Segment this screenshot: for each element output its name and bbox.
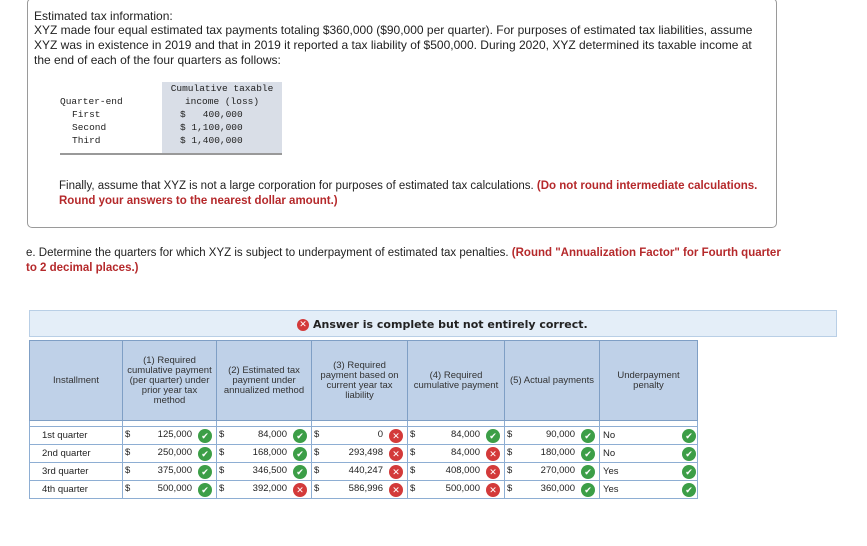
amount-value: 180,000 [540, 447, 575, 458]
header-col4: (4) Required cumulative payment [408, 341, 505, 421]
currency-symbol: $ [314, 483, 320, 494]
x-circle-icon: ✕ [486, 483, 500, 497]
taxable-income-table [60, 82, 282, 155]
check-circle-icon: ✔ [198, 465, 212, 479]
header-col2: (2) Estimated tax payment under annualized method [217, 341, 312, 421]
amount-value: 168,000 [252, 447, 287, 458]
check-circle-icon: ✔ [198, 429, 212, 443]
currency-symbol: $ [219, 483, 225, 494]
currency-symbol: $ [314, 429, 320, 440]
amount-input-c2[interactable] [217, 463, 312, 481]
table-row [30, 445, 698, 463]
currency-symbol: $ [410, 429, 416, 440]
installment-label: 2nd quarter [30, 445, 123, 463]
check-circle-icon: ✔ [581, 447, 595, 461]
check-circle-icon: ✔ [581, 483, 595, 497]
amount-value: 293,498 [348, 447, 383, 458]
amount-value: 84,000 [450, 429, 480, 440]
row-value: $ 1,400,000 [162, 134, 282, 147]
amount-input-c1[interactable] [123, 463, 217, 481]
amount-input-c4[interactable] [408, 463, 505, 481]
x-circle-icon: ✕ [293, 483, 307, 497]
currency-symbol: $ [507, 465, 513, 476]
check-circle-icon: ✔ [198, 483, 212, 497]
question-instruction: (Round "Annualization Factor" for Fourth quarter to 2 decimal places.) [26, 247, 781, 274]
amount-input-c3[interactable] [312, 445, 408, 463]
currency-symbol: $ [507, 483, 513, 494]
question-text: e. Determine the quarters for which XYZ is subject to underpayment of estimated tax penalties. [26, 247, 512, 259]
x-circle-icon: ✕ [486, 447, 500, 461]
check-circle-icon: ✔ [293, 429, 307, 443]
currency-symbol: $ [219, 429, 225, 440]
currency-symbol: $ [125, 429, 131, 440]
underpayment-table [29, 340, 698, 499]
amount-input-c2[interactable] [217, 481, 312, 499]
amount-value: 270,000 [540, 465, 575, 476]
amount-value: 0 [377, 429, 383, 440]
x-circle-icon: ✕ [389, 429, 403, 443]
currency-symbol: $ [410, 447, 416, 458]
currency-symbol: $ [507, 429, 513, 440]
row-value: $ 1,100,000 [162, 121, 282, 134]
amount-input-c2[interactable] [217, 427, 312, 445]
check-circle-icon: ✔ [486, 429, 500, 443]
amount-input-c4[interactable] [408, 481, 505, 499]
check-circle-icon: ✔ [682, 429, 696, 443]
finally-note [59, 179, 759, 209]
amount-value: 360,000 [540, 483, 575, 494]
currency-symbol: $ [125, 465, 131, 476]
installment-label: 3rd quarter [30, 463, 123, 481]
info-paragraph: XYZ made four equal estimated tax payments totaling $360,000 ($90,000 per quarter). For purposes of estimated tax liabilities, assume XYZ was in existence in 2019 and that in 2019 it reported a tax liability of $500,000. During 2020, XYZ determined its taxable income at the end of each of the four quarters as follows: [34, 23, 753, 67]
currency-symbol: $ [219, 465, 225, 476]
penalty-select[interactable]: Yes [600, 463, 698, 481]
amount-value: 500,000 [157, 483, 192, 494]
x-circle-icon: ✕ [389, 447, 403, 461]
currency-symbol: $ [125, 483, 131, 494]
x-circle-icon: ✕ [297, 319, 309, 331]
amount-input-c3[interactable] [312, 463, 408, 481]
header-col5: (5) Actual payments [505, 341, 600, 421]
finally-text: Finally, assume that XYZ is not a large corporation for purposes of estimated tax calculations. [59, 180, 537, 192]
currency-symbol: $ [314, 465, 320, 476]
amount-value: 125,000 [157, 429, 192, 440]
amount-value: 586,996 [348, 483, 383, 494]
amount-input-c1[interactable] [123, 427, 217, 445]
question-e [26, 246, 786, 276]
answer-status-text: Answer is complete but not entirely correct. [313, 318, 588, 331]
x-circle-icon: ✕ [389, 465, 403, 479]
row-label: Second [72, 122, 107, 133]
check-circle-icon: ✔ [682, 465, 696, 479]
x-circle-icon: ✕ [486, 465, 500, 479]
amount-value: 440,247 [348, 465, 383, 476]
amount-input-c2[interactable] [217, 445, 312, 463]
amount-input-c4[interactable] [408, 445, 505, 463]
check-circle-icon: ✔ [198, 447, 212, 461]
header-col3: (3) Required payment based on current year tax liability [312, 341, 408, 421]
row-label: Third [72, 135, 101, 146]
penalty-select[interactable]: No [600, 427, 698, 445]
amount-input-c1[interactable] [123, 481, 217, 499]
amount-input-c5[interactable] [505, 463, 600, 481]
amount-input-c4[interactable] [408, 427, 505, 445]
amount-value: 90,000 [545, 429, 575, 440]
col-header-line1: Cumulative taxable [162, 82, 282, 95]
amount-value: 500,000 [445, 483, 480, 494]
header-installment: Installment [30, 341, 123, 421]
amount-value: 408,000 [445, 465, 480, 476]
penalty-select[interactable]: Yes [600, 481, 698, 499]
currency-symbol: $ [410, 465, 416, 476]
currency-symbol: $ [125, 447, 131, 458]
x-circle-icon: ✕ [389, 483, 403, 497]
amount-value: 84,000 [257, 429, 287, 440]
info-heading: Estimated tax information: [34, 9, 173, 23]
finally-instruction: (Do not round intermediate calculations. Round your answers to the nearest dollar amount.) [59, 180, 758, 207]
installment-label: 4th quarter [30, 481, 123, 499]
currency-symbol: $ [410, 483, 416, 494]
amount-value: 250,000 [157, 447, 192, 458]
installment-label: 1st quarter [30, 427, 123, 445]
amount-value: 346,500 [252, 465, 287, 476]
check-circle-icon: ✔ [581, 429, 595, 443]
check-circle-icon: ✔ [581, 465, 595, 479]
currency-symbol: $ [314, 447, 320, 458]
amount-value: 375,000 [157, 465, 192, 476]
check-circle-icon: ✔ [293, 447, 307, 461]
table-row [30, 463, 698, 481]
amount-value: 84,000 [450, 447, 480, 458]
check-circle-icon: ✔ [682, 447, 696, 461]
header-col6: Underpayment penalty [600, 341, 698, 421]
amount-input-c5[interactable] [505, 427, 600, 445]
amount-input-c5[interactable] [505, 481, 600, 499]
table-row [30, 481, 698, 499]
currency-symbol: $ [507, 447, 513, 458]
header-col1: (1) Required cumulative payment (per quarter) under prior year tax method [123, 341, 217, 421]
row-label: First [72, 109, 101, 120]
check-circle-icon: ✔ [293, 465, 307, 479]
currency-symbol: $ [219, 447, 225, 458]
amount-input-c3[interactable] [312, 427, 408, 445]
table-row [30, 427, 698, 445]
col-header-line2: income (loss) [162, 95, 282, 108]
penalty-select[interactable]: No [600, 445, 698, 463]
row-value: $ 400,000 [162, 108, 282, 121]
answer-status-bar [29, 310, 837, 337]
amount-input-c5[interactable] [505, 445, 600, 463]
amount-input-c1[interactable] [123, 445, 217, 463]
amount-input-c3[interactable] [312, 481, 408, 499]
check-circle-icon: ✔ [682, 483, 696, 497]
row-header: Quarter-end [60, 96, 123, 107]
amount-value: 392,000 [252, 483, 287, 494]
